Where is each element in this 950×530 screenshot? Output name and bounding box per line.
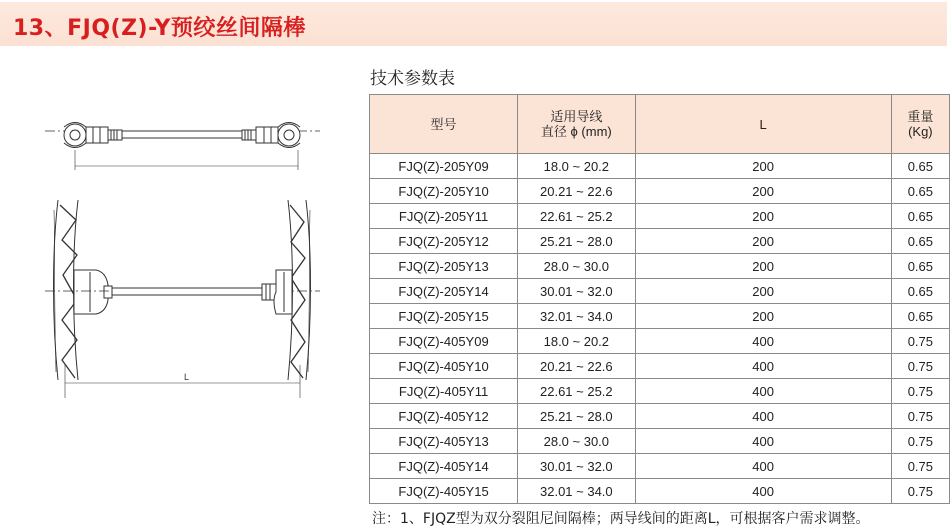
cell-model: FJQ(Z)-405Y14 <box>370 454 518 479</box>
cell-length: 400 <box>635 454 891 479</box>
cell-weight: 0.65 <box>891 154 949 179</box>
cell-model: FJQ(Z)-205Y10 <box>370 179 518 204</box>
table-row <box>370 454 950 479</box>
table-row <box>370 179 950 204</box>
title-bar <box>0 2 947 46</box>
table-row <box>370 154 950 179</box>
table-row <box>370 329 950 354</box>
cell-model: FJQ(Z)-405Y10 <box>370 354 518 379</box>
cell-length: 400 <box>635 329 891 354</box>
table-row <box>370 204 950 229</box>
cell-length: 200 <box>635 229 891 254</box>
cell-model: FJQ(Z)-405Y09 <box>370 329 518 354</box>
cell-diameter: 20.21 ~ 22.6 <box>518 354 635 379</box>
spacer-front-view <box>45 200 320 398</box>
cell-weight: 0.65 <box>891 229 949 254</box>
cell-weight: 0.75 <box>891 479 949 504</box>
cell-weight: 0.65 <box>891 254 949 279</box>
cell-length: 400 <box>635 479 891 504</box>
cell-weight: 0.65 <box>891 204 949 229</box>
cell-diameter: 30.01 ~ 32.0 <box>518 279 635 304</box>
cell-model: FJQ(Z)-205Y15 <box>370 304 518 329</box>
cell-diameter: 22.61 ~ 25.2 <box>518 204 635 229</box>
table-row <box>370 404 950 429</box>
table-row <box>370 254 950 279</box>
table-row <box>370 379 950 404</box>
cell-model: FJQ(Z)-205Y09 <box>370 154 518 179</box>
header-length: L <box>635 95 891 154</box>
cell-diameter: 18.0 ~ 20.2 <box>518 154 635 179</box>
cell-model: FJQ(Z)-405Y13 <box>370 429 518 454</box>
cell-diameter: 18.0 ~ 20.2 <box>518 329 635 354</box>
table-subtitle: 技术参数表 <box>370 69 455 89</box>
cell-model: FJQ(Z)-205Y13 <box>370 254 518 279</box>
cell-weight: 0.75 <box>891 354 949 379</box>
cell-diameter: 32.01 ~ 34.0 <box>518 304 635 329</box>
cell-length: 200 <box>635 304 891 329</box>
dimension-label: L <box>184 372 190 382</box>
cell-diameter: 30.01 ~ 32.0 <box>518 454 635 479</box>
cell-weight: 0.75 <box>891 454 949 479</box>
cell-diameter: 28.0 ~ 30.0 <box>518 429 635 454</box>
cell-length: 400 <box>635 379 891 404</box>
table-row <box>370 279 950 304</box>
cell-length: 200 <box>635 254 891 279</box>
cell-model: FJQ(Z)-205Y12 <box>370 229 518 254</box>
cell-length: 400 <box>635 354 891 379</box>
table-row <box>370 304 950 329</box>
cell-diameter: 22.61 ~ 25.2 <box>518 379 635 404</box>
cell-length: 200 <box>635 204 891 229</box>
cell-weight: 0.65 <box>891 279 949 304</box>
table-row <box>370 229 950 254</box>
cell-length: 400 <box>635 429 891 454</box>
table-row <box>370 479 950 504</box>
cell-model: FJQ(Z)-405Y15 <box>370 479 518 504</box>
cell-diameter: 20.21 ~ 22.6 <box>518 179 635 204</box>
header-model: 型号 <box>370 95 518 154</box>
table-header-row <box>370 95 950 154</box>
cell-model: FJQ(Z)-405Y12 <box>370 404 518 429</box>
cell-length: 200 <box>635 154 891 179</box>
footnote: 注：1、FJQZ型为双分裂阻尼间隔棒；两导线间的距离L，可根据客户需求调整。 <box>372 511 870 527</box>
cell-diameter: 32.01 ~ 34.0 <box>518 479 635 504</box>
header-conductor-diameter: 适用导线 直径 ϕ (mm) <box>518 95 635 154</box>
cell-diameter: 28.0 ~ 30.0 <box>518 254 635 279</box>
cell-diameter: 25.21 ~ 28.0 <box>518 229 635 254</box>
cell-length: 200 <box>635 279 891 304</box>
page-title: 13、FJQ(Z)-Y预绞丝间隔棒 <box>13 16 306 41</box>
cell-model: FJQ(Z)-205Y11 <box>370 204 518 229</box>
spacer-drawing <box>0 110 340 400</box>
cell-weight: 0.75 <box>891 329 949 354</box>
table-row <box>370 354 950 379</box>
cell-weight: 0.65 <box>891 304 949 329</box>
cell-weight: 0.75 <box>891 404 949 429</box>
cell-weight: 0.75 <box>891 429 949 454</box>
parameter-table <box>369 94 950 504</box>
cell-length: 400 <box>635 404 891 429</box>
cell-model: FJQ(Z)-205Y14 <box>370 279 518 304</box>
table-row <box>370 429 950 454</box>
cell-length: 200 <box>635 179 891 204</box>
cell-diameter: 25.21 ~ 28.0 <box>518 404 635 429</box>
cell-model: FJQ(Z)-405Y11 <box>370 379 518 404</box>
header-weight: 重量 (Kg) <box>891 95 949 154</box>
cell-weight: 0.65 <box>891 179 949 204</box>
spacer-top-view <box>45 123 320 171</box>
cell-weight: 0.75 <box>891 379 949 404</box>
